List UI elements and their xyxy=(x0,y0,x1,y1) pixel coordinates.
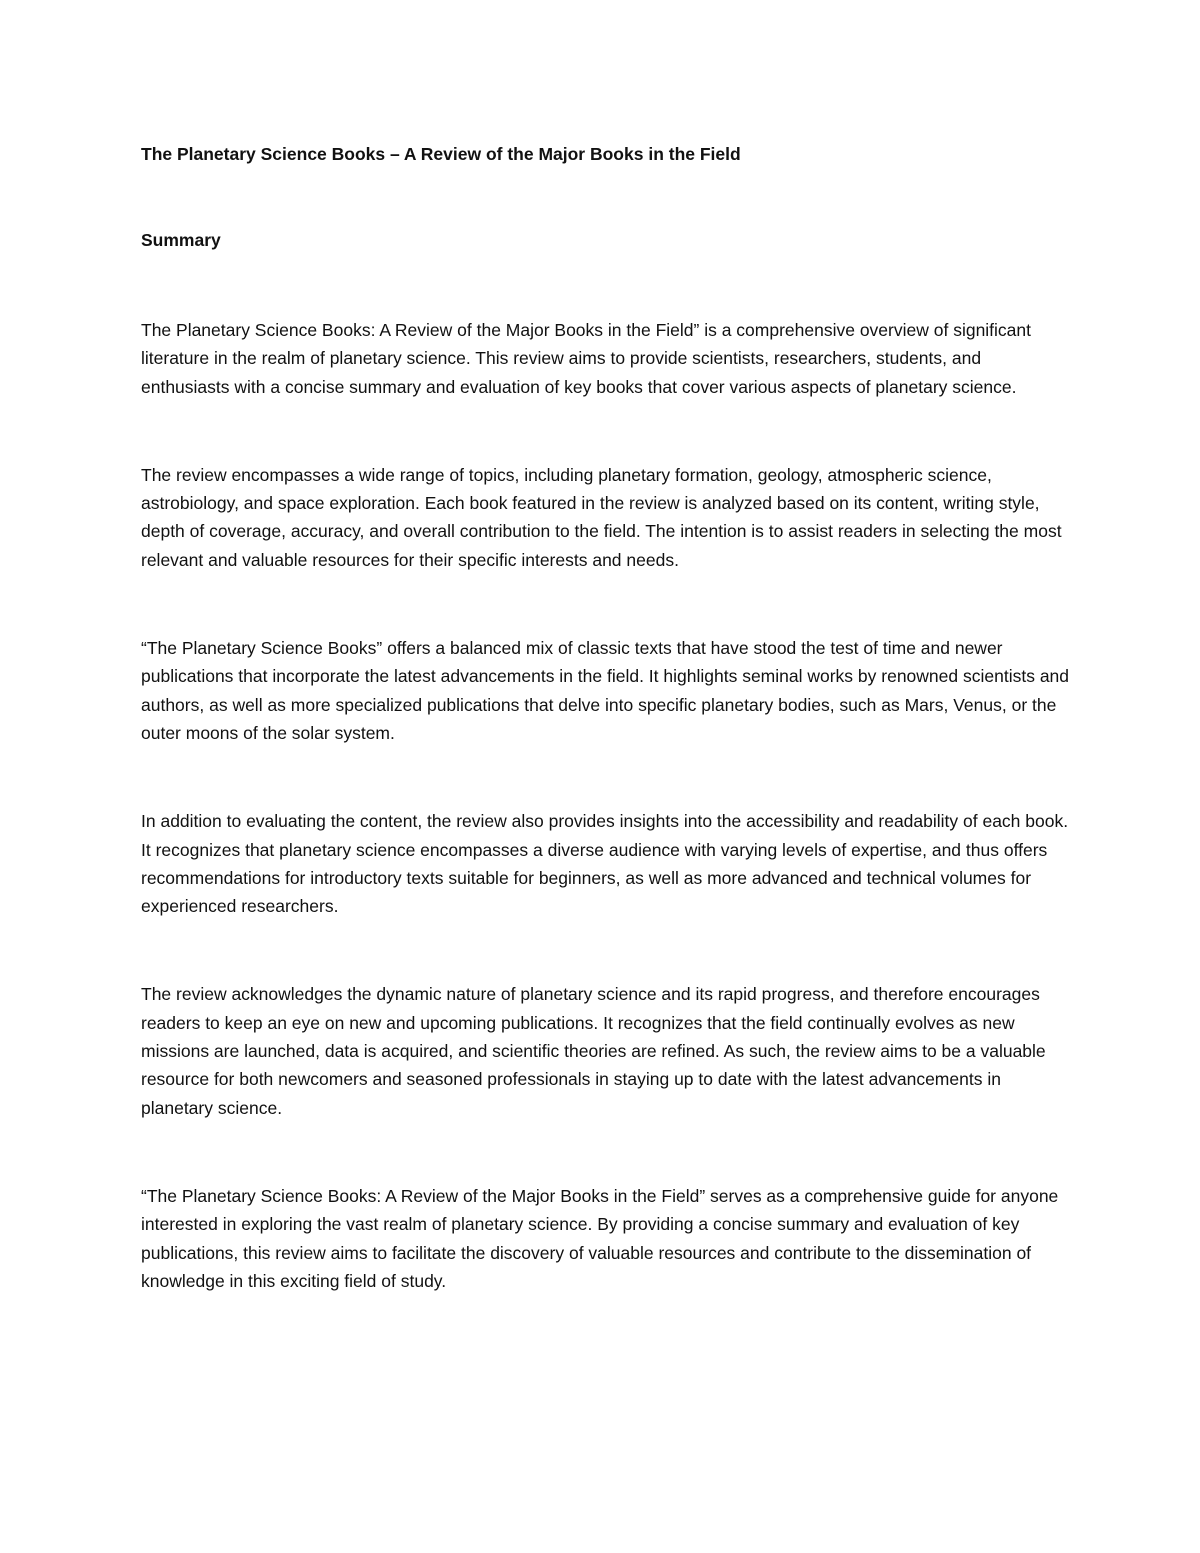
document-title: The Planetary Science Books – A Review of the Major Books in the Field xyxy=(141,144,741,164)
paragraph-1: The Planetary Science Books: A Review of the Major Books in the Field” is a comprehensive overview of significant literature in the realm of planetary science. This review aims to provide scientists, researchers, students, and enthusiasts with a concise summary and evaluation of key books that cover various aspects of planetary science. xyxy=(141,320,1032,397)
document-body xyxy=(141,140,1071,1295)
section-heading-summary: Summary xyxy=(141,230,221,250)
paragraph-4: In addition to evaluating the content, the review also provides insights into the accessibility and readability of each book. It recognizes that planetary science encompasses a diverse audience with varying levels of expertise, and thus offers recommendations for introductory texts suitable for beginners, as well as more advanced and technical volumes for experienced researchers. xyxy=(141,811,1069,917)
paragraph-2: The review encompasses a wide range of topics, including planetary formation, geology, atmospheric science, astrobiology, and space exploration. Each book featured in the review is analyzed based on its content, writing style, depth of coverage, accuracy, and overall contribution to the field. The intention is to assist readers in selecting the most relevant and valuable resources for their specific interests and needs. xyxy=(141,464,1062,570)
paragraph-6: “The Planetary Science Books: A Review of the Major Books in the Field” serves as a comprehensive guide for anyone interested in exploring the vast realm of planetary science. By providing a concise summary and evaluation of key publications, this review aims to facilitate the discovery of valuable resources and contribute to the dissemination of knowledge in this exciting field of study. xyxy=(141,1185,1059,1291)
paragraph-5: The review acknowledges the dynamic nature of planetary science and its rapid progress, and therefore encourages readers to keep an eye on new and upcoming publications. It recognizes that the field continually evolves as new missions are launched, data is acquired, and scientific theories are refined. As such, the review aims to be a valuable resource for both newcomers and seasoned professionals in staying up to date with the latest advancements in planetary science. xyxy=(141,984,1046,1118)
paragraph-3: “The Planetary Science Books” offers a balanced mix of classic texts that have stood the test of time and newer publications that incorporate the latest advancements in the field. It highlights seminal works by renowned scientists and authors, as well as more specialized publications that delve into specific planetary bodies, such as Mars, Venus, or the outer moons of the solar system. xyxy=(141,638,1070,743)
